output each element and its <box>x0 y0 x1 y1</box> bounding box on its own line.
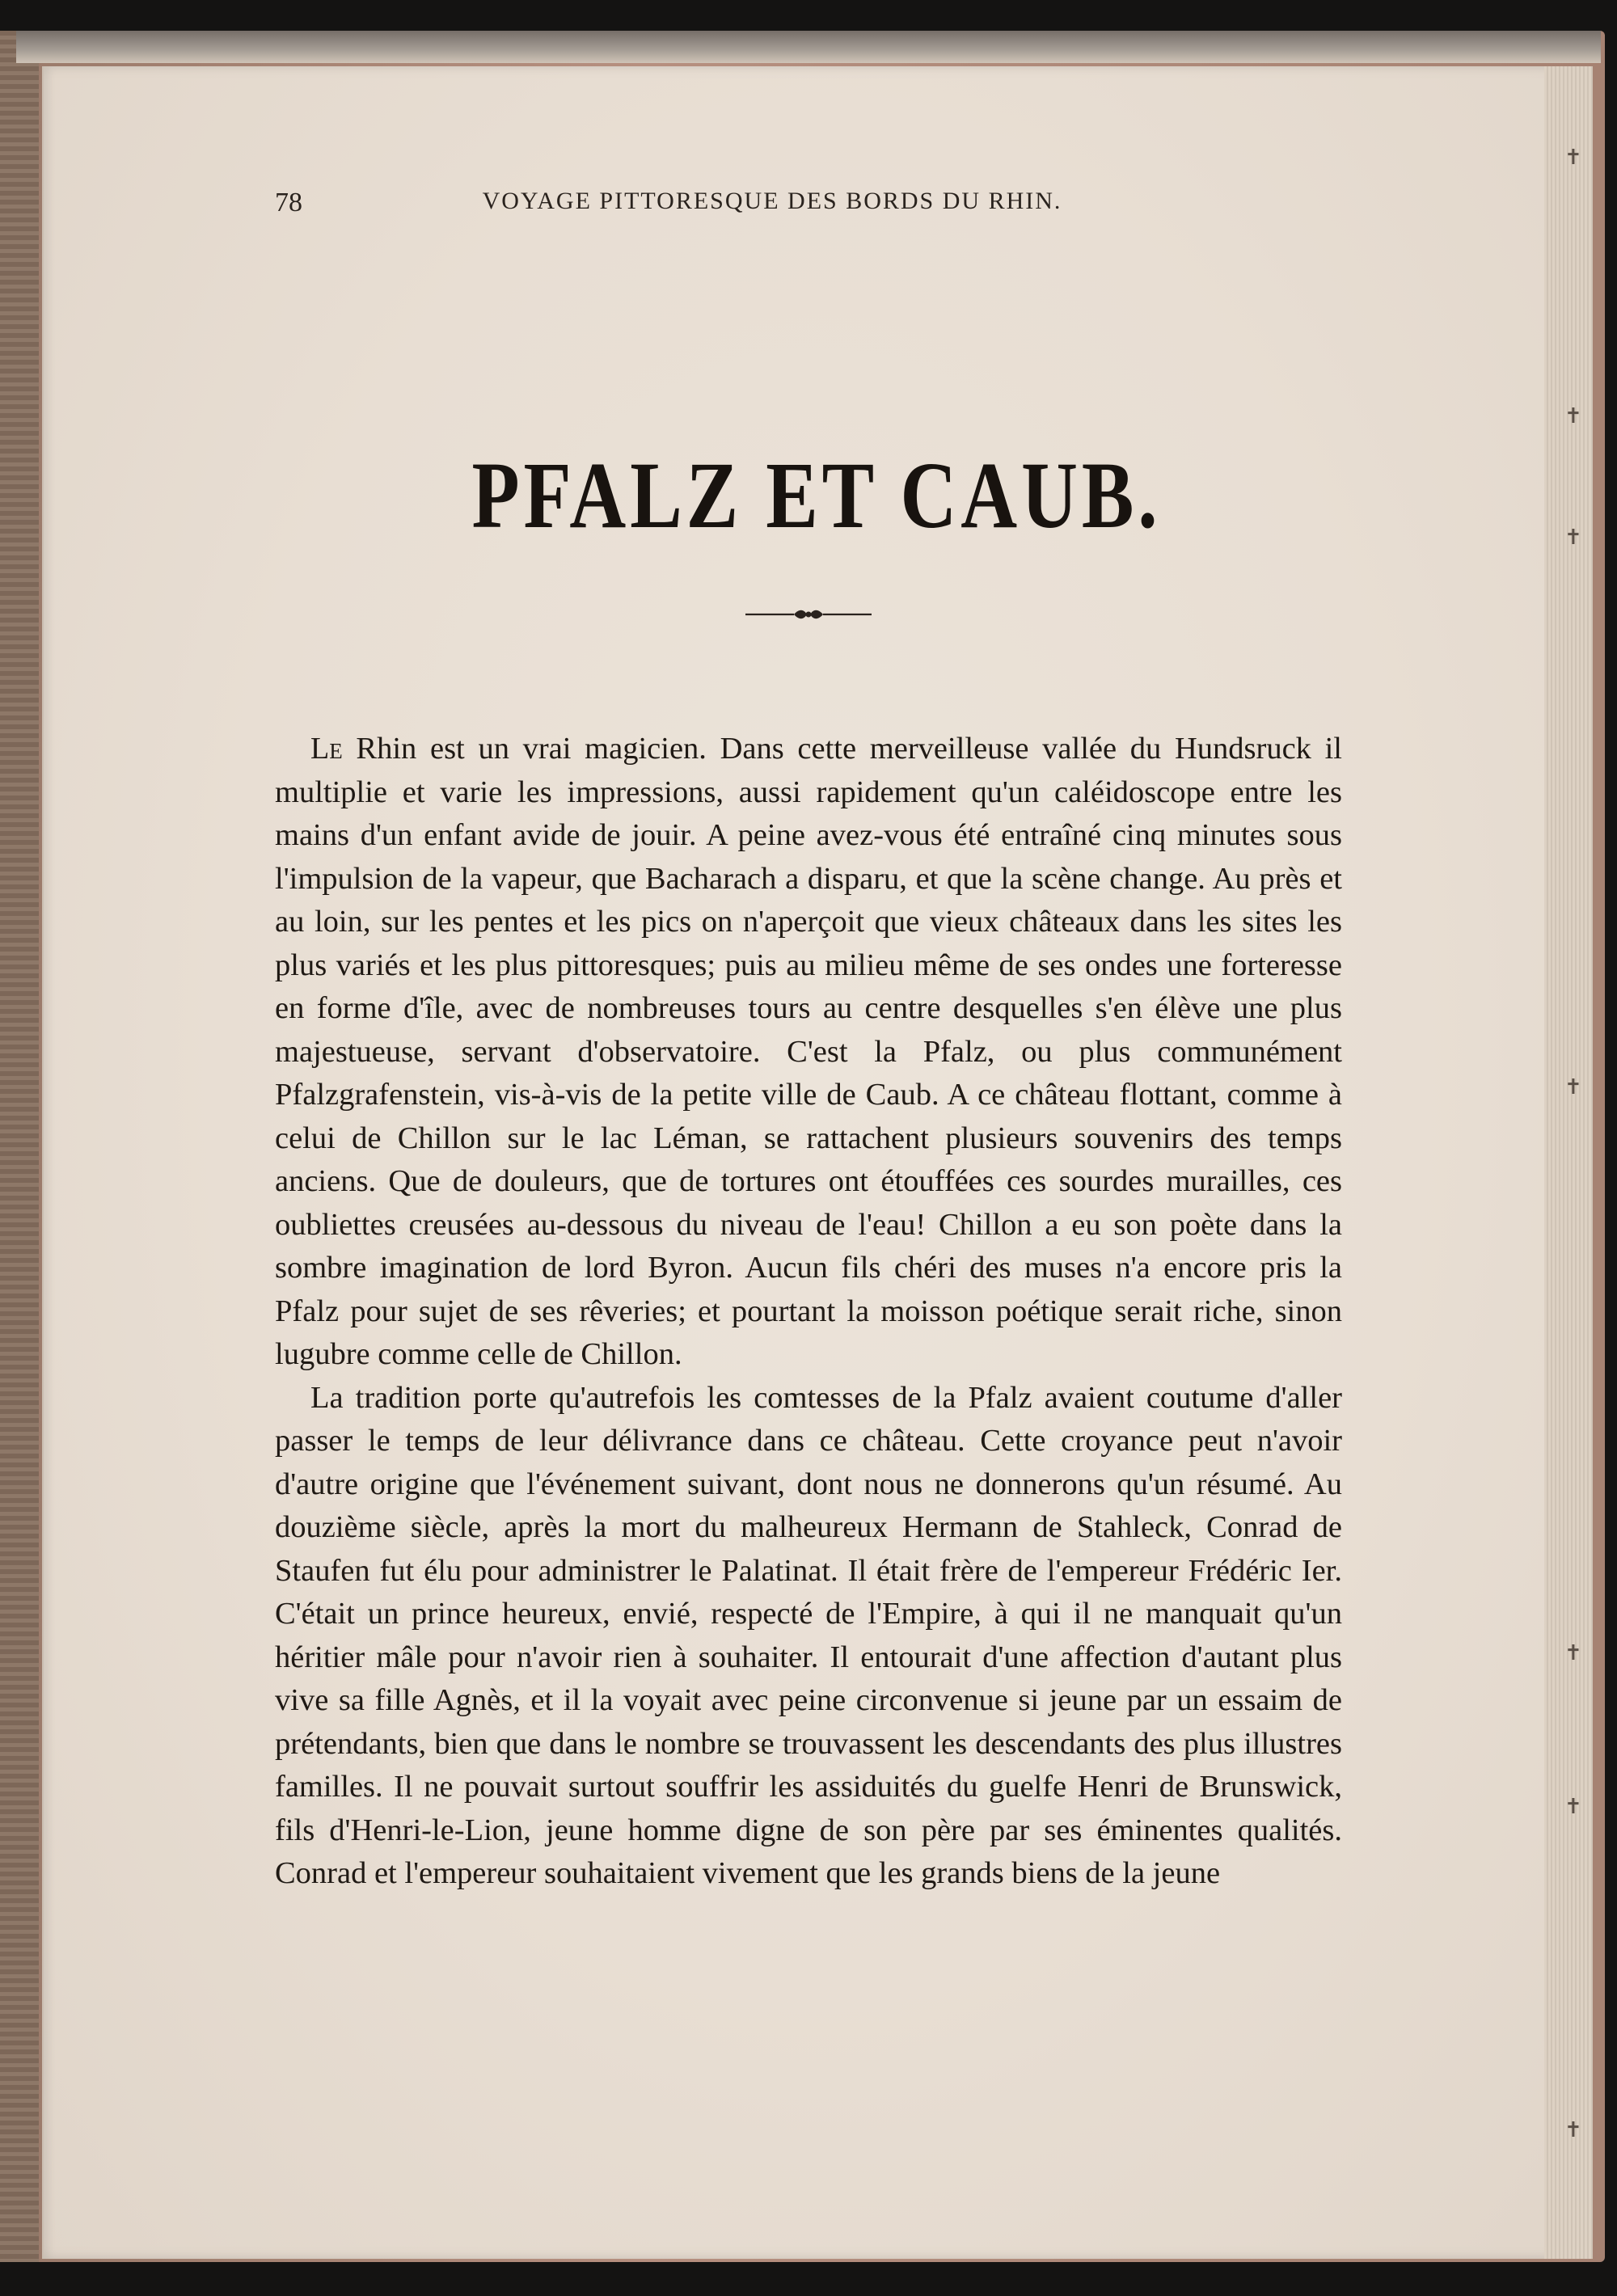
margin-mark-icon: ✝ <box>1564 146 1582 170</box>
margin-mark-icon: ✝ <box>1564 404 1582 428</box>
margin-mark-icon: ✝ <box>1564 1075 1582 1099</box>
chapter-title: PFALZ ET CAUB. <box>471 442 1162 548</box>
margin-mark-icon: ✝ <box>1564 1795 1582 1819</box>
body-text <box>275 728 1342 1896</box>
drop-lead-word: Le <box>310 732 343 766</box>
running-head: VOYAGE PITTORESQUE DES BORDS DU RHIN. <box>482 188 1062 214</box>
ornament-divider-icon <box>744 602 873 627</box>
paragraph-2-text: La tradition porte qu'autrefois les comtesses de la Pfalz avaient coutume d'aller passer le temps de leur délivrance dans ce château. Cette croyance peut n'avoir d'autre origine que l'événement suivant, dont nous ne donnerons qu'un résumé. Au douzième siècle, après la mort du malheureux Hermann de Stahleck, Conrad de Staufen fut élu pour administrer le Palatinat. Il était frère de l'empereur Frédéric Ier. C'était un prince heureux, envié, respecté de l'Empire, à qui il ne manquait qu'un héritier mâle pour n'avoir rien à souhaiter. Il entourait d'une affection d'autant plus vive sa fille Agnès, et il la voyait avec peine circonvenue si jeune par un essaim de prétendants, bien que dans le nombre se trouvassent les descendants des plus illustres familles. Il ne pouvait surtout souffrir les assiduités du guelfe Henri de Brunswick, fils d'Henri-le-Lion, jeune homme digne de son père par ses éminentes qualités. Conrad et l'empereur souhaitaient vivement que les grands biens de la jeune <box>275 1380 1342 1890</box>
margin-mark-icon: ✝ <box>1564 2118 1582 2142</box>
page-number: 78 <box>275 188 302 217</box>
top-edge <box>16 31 1601 63</box>
page-header <box>230 188 1314 236</box>
margin-marks <box>1564 121 1581 2159</box>
margin-mark-icon: ✝ <box>1564 525 1582 550</box>
paragraph-2 <box>275 1377 1342 1896</box>
spine-edge <box>0 31 39 2262</box>
paragraph-1 <box>275 728 1342 1377</box>
paragraph-1-text: Rhin est un vrai magicien. Dans cette merveilleuse vallée du Hundsruck il multiplie et varie les impressions, aussi rapidement qu'un caléidoscope entre les mains d'un enfant avide de jouir. A peine avez-vous été entraîné cinq minutes sous l'impulsion de la vapeur, que Bacharach a disparu, et que la scène change. Au près et au loin, sur les pentes et les pics on n'aperçoit que vieux châteaux dans les sites les plus variés et les plus pittoresques; puis au milieu même de ses ondes une forteresse en forme d'île, avec de nombreuses tours au centre desquelles s'en élève une plus majestueuse, servant d'observatoire. C'est la Pfalz, ou plus communément Pfalzgrafenstein, vis-à-vis de la petite ville de Caub. A ce château flottant, comme à celui de Chillon sur le lac Léman, se rattachent plusieurs souvenirs des temps anciens. Que de douleurs, que de tortures ont étouffées ces sourdes murailles, ces oubliettes creusées au-dessous du niveau de l'eau! Chillon a eu son poète dans la sombre imagination de lord Byron. Aucun fils chéri des muses n'a encore pris la Pfalz pour sujet de ses rêveries; et pourtant la moisson poétique serait riche, sinon lugubre comme celle de Chillon. <box>275 732 1342 1371</box>
margin-mark-icon: ✝ <box>1564 1641 1582 1665</box>
